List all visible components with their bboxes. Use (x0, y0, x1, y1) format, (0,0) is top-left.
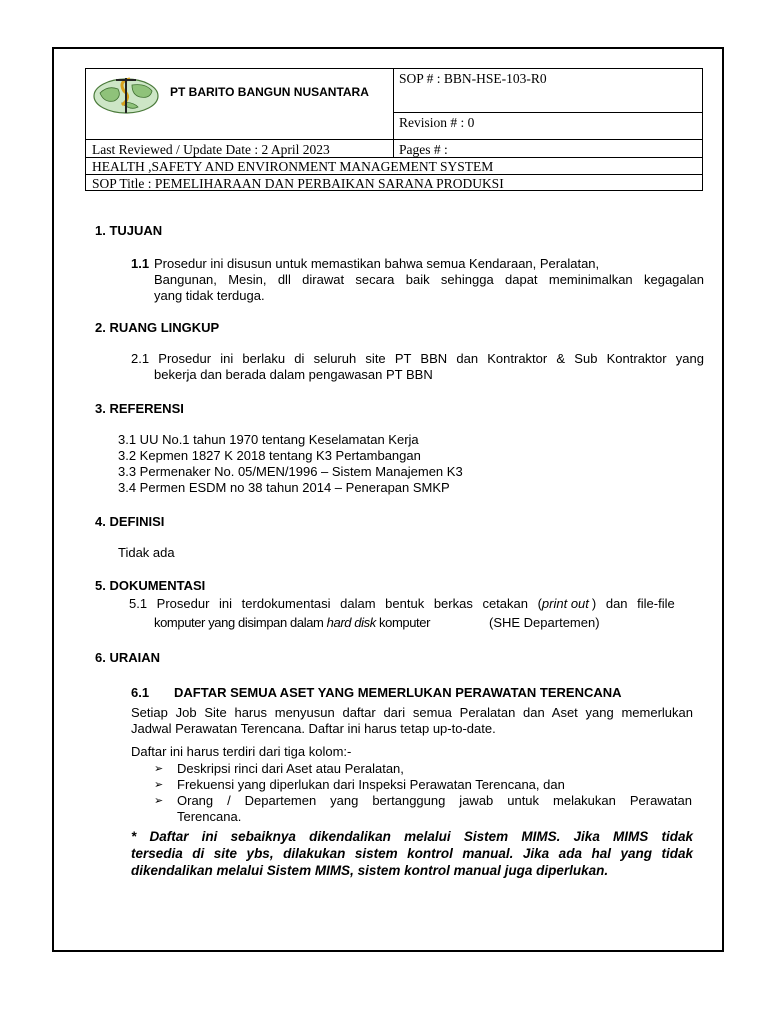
page-count: Pages # : (399, 142, 448, 157)
reference-item: 3.2 Kepmen 1827 K 2018 tentang K3 Pertambangan (118, 448, 421, 463)
department-note: (SHE Departemen) (489, 615, 600, 630)
paragraph-line: 2.1 Prosedur ini berlaku di seluruh site PT BBN dan Kontraktor & Sub Kontraktor yang (131, 351, 704, 366)
list-item: Deskripsi rinci dari Aset atau Peralatan, (177, 761, 404, 776)
paragraph-line: Setiap Job Site harus menyusun daftar dari semua Peralatan dan Aset yang memerlukan (131, 705, 693, 720)
section-heading-uraian: 6. URAIAN (95, 650, 161, 665)
last-reviewed-date: Last Reviewed / Update Date : 2 April 2023 (92, 142, 330, 157)
header-rule (393, 112, 702, 113)
paragraph-line: Prosedur ini disusun untuk memastikan bahwa semua Kendaraan, Peralatan, (154, 256, 600, 271)
section-heading-referensi: 3. REFERENSI (95, 401, 184, 416)
paragraph-line: komputer yang disimpan dalam hard disk komputer (154, 615, 431, 630)
section-heading-ruang-lingkup: 2. RUANG LINGKUP (95, 320, 220, 335)
italic-note-line: dikendalikan melalui Sistem MIMS, sistem kontrol manual juga diperlukan. (131, 863, 609, 878)
reference-item: 3.3 Permenaker No. 05/MEN/1996 – Sistem Manajemen K3 (118, 464, 463, 479)
subsection-number: 6.1 (131, 685, 150, 700)
arrow-bullet-icon: ➢ (154, 795, 164, 807)
paragraph-line: 5.1 Prosedur ini terdokumentasi dalam bentuk berkas cetakan ( print out ) dan file-file (129, 596, 675, 611)
section-heading-dokumentasi: 5. DOKUMENTASI (95, 578, 206, 593)
revision-number: Revision # : 0 (399, 115, 475, 130)
paragraph-line: Bangunan, Mesin, dll dirawat secara baik sehingga dapat meminimalkan kegagalan (154, 272, 704, 287)
definition-text: Tidak ada (118, 545, 175, 560)
clause-number: 1.1 (131, 256, 150, 271)
management-system-title: HEALTH ,SAFETY AND ENVIRONMENT MANAGEMENT SYSTEM (92, 159, 494, 174)
italic-note-line: tersedia di site ybs, dilakukan sistem kontrol manual. Jika ada hal yang tidak (131, 846, 693, 861)
list-item: Orang / Departemen yang bertanggung jawab untuk melakukan Perawatan (177, 793, 692, 808)
company-name: PT BARITO BANGUN NUSANTARA (170, 85, 369, 99)
header-rule (86, 139, 702, 140)
section-heading-tujuan: 1. TUJUAN (95, 223, 163, 238)
company-logo (92, 73, 162, 117)
sop-title: SOP Title : PEMELIHARAAN DAN PERBAIKAN SARANA PRODUKSI (92, 176, 504, 191)
section-heading-definisi: 4. DEFINISI (95, 514, 165, 529)
reference-item: 3.4 Permen ESDM no 38 tahun 2014 – Penerapan SMKP (118, 480, 450, 495)
sop-number: SOP # : BBN-HSE-103-R0 (399, 71, 547, 86)
italic-note-line: * Daftar ini sebaiknya dikendalikan melalui Sistem MIMS. Jika MIMS tidak (131, 829, 693, 844)
arrow-bullet-icon: ➢ (154, 763, 164, 775)
list-item: Frekuensi yang diperlukan dari Inspeksi Perawatan Terencana, dan (177, 777, 565, 792)
list-item-continuation: Terencana. (177, 809, 242, 824)
paragraph-line: Daftar ini harus terdiri dari tiga kolom:- (131, 744, 352, 759)
paragraph-line: yang tidak terduga. (154, 288, 265, 303)
subsection-title: DAFTAR SEMUA ASET YANG MEMERLUKAN PERAWATAN TERENCANA (174, 685, 622, 700)
arrow-bullet-icon: ➢ (154, 779, 164, 791)
reference-item: 3.1 UU No.1 tahun 1970 tentang Keselamatan Kerja (118, 432, 419, 447)
paragraph-line: Jadwal Perawatan Terencana. Daftar ini harus tetap up-to-date. (131, 721, 496, 736)
document-header-table (85, 68, 703, 191)
header-divider (393, 69, 394, 157)
paragraph-line: bekerja dan berada dalam pengawasan PT BBN (154, 367, 433, 382)
